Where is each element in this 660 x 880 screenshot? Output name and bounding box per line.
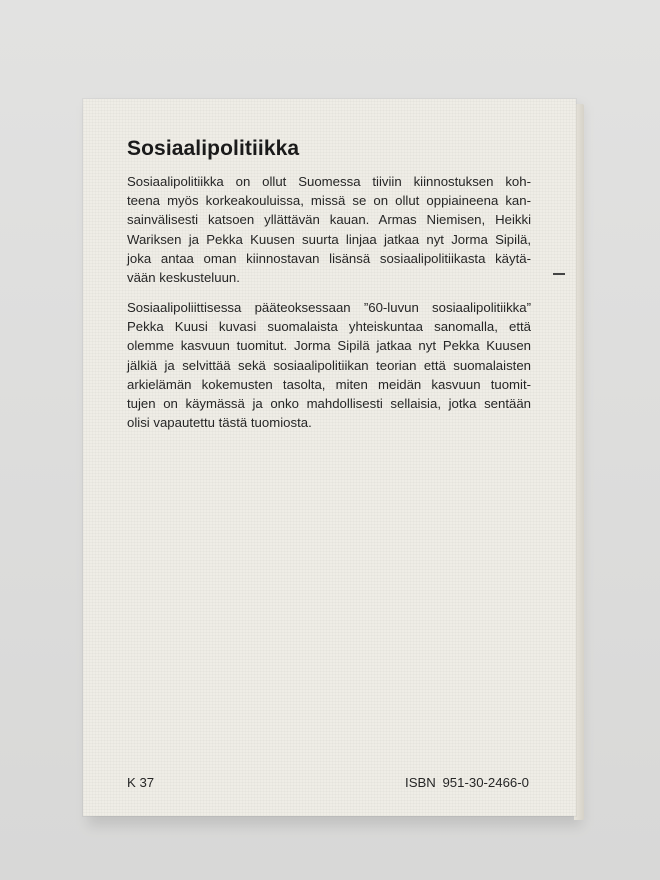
text-line: Sosiaalipoliittisessa pääteoksessaan ”60-luvun sosiaalipolitiikka”: [127, 300, 531, 315]
isbn-label: ISBN 951-30-2466-0: [405, 775, 529, 790]
text-line: tujen on käymässä ja onko mahdollisesti sellaisia, jotka sentään: [127, 396, 531, 412]
cover-mark: [553, 273, 565, 275]
text-line: sainvälisesti katsoen yllättävän kauan. Armas Niemisen, Heikki: [127, 212, 531, 228]
description-paragraph-2: [127, 298, 531, 432]
book-back-cover: [83, 99, 576, 816]
text-line: vään keskusteluun.: [127, 270, 240, 286]
text-line: teena myös korkeakouluissa, missä se on ollut oppiaineena kan-: [127, 193, 531, 209]
text-line: Pekka Kuusi kuvasi suomalaista yhteiskuntaa sanomalla, että: [127, 319, 531, 335]
description-paragraph-1: [127, 172, 531, 287]
text-line: olemme kasvuun tuomitut. Jorma Sipilä jatkaa nyt Pekka Kuusen: [127, 338, 531, 354]
text-line: arkielämän kokemusten tasolta, miten meidän kasvuun tuomit-: [127, 376, 531, 392]
text-line: Sosiaalipolitiikka on ollut Suomessa tiiviin kiinnostuksen koh-: [127, 174, 531, 189]
text-line: Wariksen ja Pekka Kuusen suurta linjaa jatkaa nyt Jorma Sipilä,: [127, 231, 531, 247]
catalog-code: K 37: [127, 775, 155, 790]
book-title: Sosiaalipolitiikka: [127, 137, 300, 160]
text-line: olisi vapautettu tästä tuomiosta.: [127, 415, 312, 431]
text-line: joka antaa oman kiinnostavan lisänsä sosiaalipolitiikasta käytä-: [127, 250, 531, 266]
text-line: jälkiä ja selvittää sekä sosiaalipolitiikan teorian että suomalaisten: [127, 357, 531, 373]
